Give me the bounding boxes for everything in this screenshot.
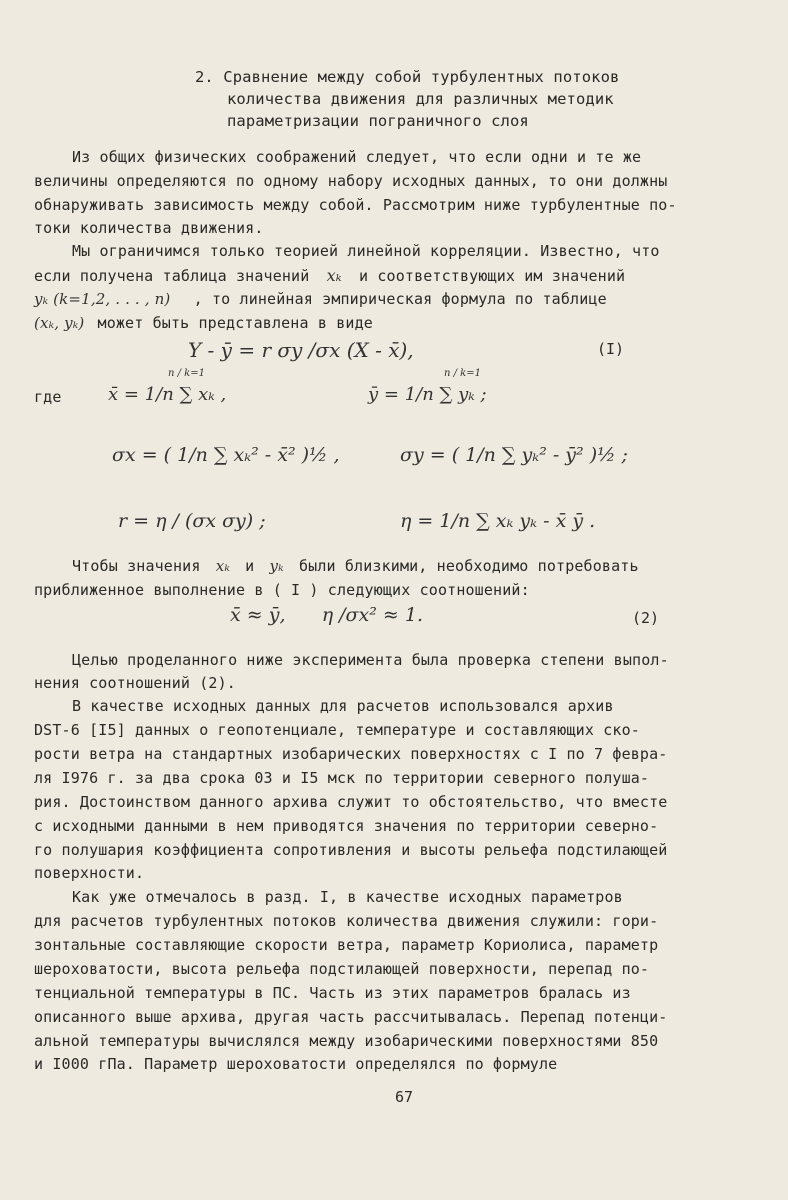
math-variable: xₖ [215,557,230,575]
text-fragment: Чтобы значения [72,557,201,575]
text-fragment: были близкими, необходимо потребовать [298,557,639,575]
math-variable: yₖ (k=1,2, . . . , n) [34,290,171,308]
text-line: токи количества движения. [34,219,264,237]
text-line: поверхности. [34,864,145,882]
heading-line: 2. Сравнение между собой турбулентных потоков [195,68,620,86]
formula-xbar: x̄ = 1/n ∑ xₖ , [108,384,227,405]
text-line: величины определяются по одному набору исходных данных, то они должны [34,172,668,190]
text-line: приближенное выполнение в ( I ) следующих соотношений: [34,581,530,599]
text-line: Мы ограничимся только теорией линейной корреляции. Известно, что [72,242,660,260]
text-fragment: может быть представлена в виде [97,314,373,332]
text-line: го полушария коэффициента сопротивления и высоты рельефа подстилающей [34,841,668,859]
math-variable: xₖ [326,266,342,285]
equation-number: (I) [597,340,625,358]
text-line: и I000 гПа. Параметр шероховатости определялся по формуле [34,1055,558,1073]
text-line: В качестве исходных данных для расчетов использовался архив [72,697,614,715]
heading-line: количества движения для различных методик [227,90,614,108]
equation-1: Y - ȳ = r σy /σx (X - x̄), [188,338,414,362]
where-label: где [34,388,62,406]
math-variable: yₖ [269,557,284,575]
text-fragment: , то линейная эмпирическая формула по таблице [193,290,607,308]
formula-eta: η = 1/n ∑ xₖ yₖ - x̄ ȳ . [400,510,596,532]
text-line: ля I976 г. за два срока 03 и I5 мск по территории северного полуша- [34,769,650,787]
sum-limits: n / k=1 [444,368,481,379]
text-line: DST-6 [I5] данных о геопотенциале, температуре и составляющих ско- [34,721,640,739]
text-line [34,266,625,285]
text-line: с исходными данными в нем приводятся значения по территории северно- [34,817,659,835]
text-line: Целью проделанного ниже эксперимента была проверка степени выпол- [72,651,669,669]
text-line [34,314,373,332]
equation-2: x̄ ≈ ȳ, η /σx² ≈ 1. [230,604,423,626]
math-variable: (xₖ, yₖ) [34,314,85,332]
text-line: рости ветра на стандартных изобарических поверхностях с I по 7 февра- [34,745,668,763]
text-line [34,290,607,308]
section-heading [195,66,715,132]
text-line: для расчетов турбулентных потоков количества движения служили: гори- [34,912,659,930]
formula-r: r = η / (σx σy) ; [118,510,266,532]
sum-limits: n / k=1 [168,368,205,379]
text-line [72,557,639,575]
text-line: альной температуры вычислялся между изобарическими поверхностями 850 [34,1032,659,1050]
formula-sigma-x: σx = ( 1/n ∑ xₖ² - x̄² )½ , [112,444,340,466]
formula-ybar: ȳ = 1/n ∑ yₖ ; [368,384,487,405]
text-line: обнаруживать зависимость между собой. Рассмотрим ниже турбулентные по- [34,196,677,214]
text-line: тенциальной температуры в ПС. Часть из этих параметров бралась из [34,984,631,1002]
text-line: описанного выше архива, другая часть рассчитывалась. Перепад потенци- [34,1008,668,1026]
text-line: зонтальные составляющие скорости ветра, параметр Кориолиса, параметр [34,936,659,954]
text-line: шероховатости, высота рельефа подстилающей поверхности, перепад по- [34,960,650,978]
page-number: 67 [395,1088,414,1106]
text-line: нения соотношений (2). [34,674,236,692]
text-line: рия. Достоинством данного архива служит то обстоятельство, что вместе [34,793,668,811]
text-line: Из общих физических соображений следует, что если одни и те же [72,148,642,166]
text-fragment: если получена таблица значений [34,267,310,285]
formula-sigma-y: σy = ( 1/n ∑ yₖ² - ȳ² )½ ; [400,444,628,466]
heading-line: параметризации пограничного слоя [227,112,529,130]
text-line: Как уже отмечалось в разд. I, в качестве исходных параметров [72,888,623,906]
equation-number: (2) [632,609,660,627]
text-fragment: и соответствующих им значений [358,267,626,285]
text-fragment: и [245,557,255,575]
